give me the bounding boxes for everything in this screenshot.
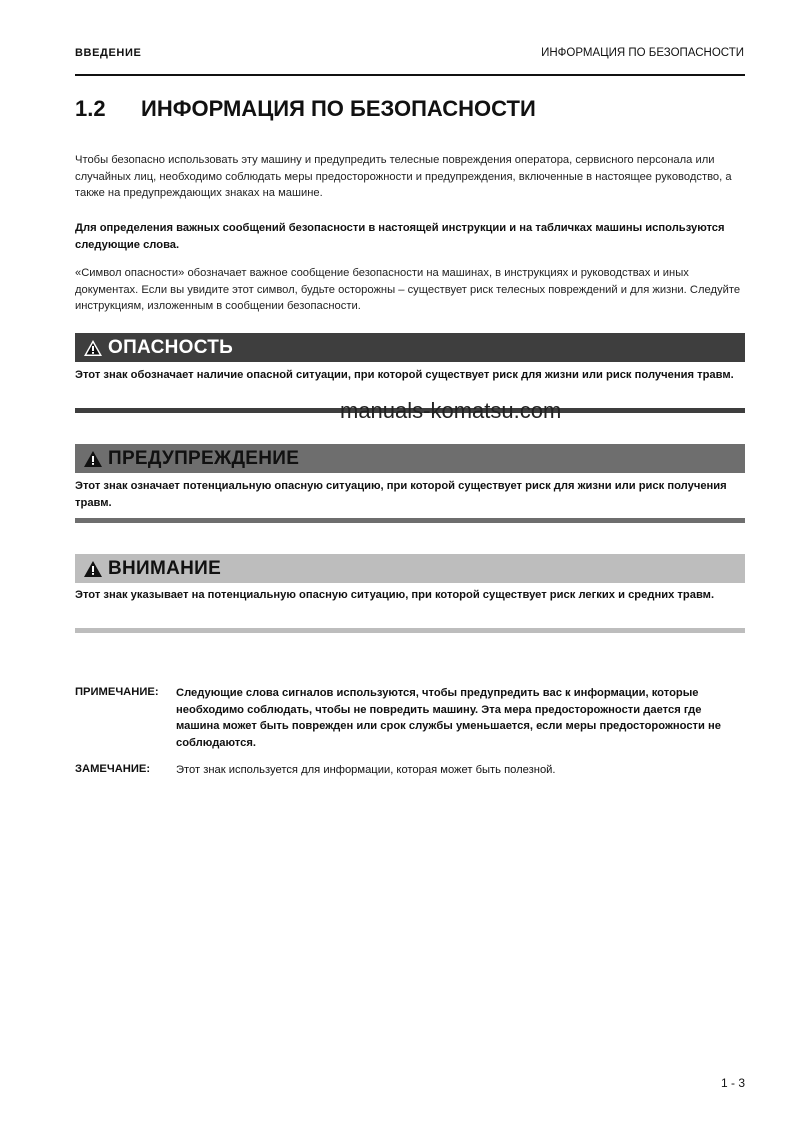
warning-triangle-icon — [83, 450, 103, 468]
warning-label: ПРЕДУПРЕЖДЕНИЕ — [108, 447, 300, 469]
warning-bottom-rule — [75, 518, 745, 523]
danger-label: ОПАСНОСТЬ — [108, 336, 234, 358]
intro-paragraph-3: «Символ опасности» обозначает важное сообщение безопасности на машинах, в инструкциях и руководствах и иных документах. Если вы увидите этот символ, будьте осторожны – существует риск телесных повреждений и для жизни. Следуйте инструкциям, изложенным в сообщении безопасности. — [75, 267, 741, 312]
watermark-text: manuals-komatsu.com — [340, 398, 562, 423]
caution-signal-bar — [75, 554, 745, 583]
section-number: 1.2 — [75, 96, 106, 121]
header-topic: ИНФОРМАЦИЯ ПО БЕЗОПАСНОСТИ — [541, 47, 744, 59]
header-divider — [75, 74, 745, 76]
caution-triangle-icon — [83, 560, 103, 578]
intro-paragraph-1: Чтобы безопасно использовать эту машину и предупредить телесные повреждения оператора, сервисного персонала или случайных лиц, необходимо соблюдать меры предосторожности и предупреждения, включенные в настоящее руководство, а также на предупреждающих знаках на машине. — [75, 154, 732, 199]
danger-description: Этот знак обозначает наличие опасной ситуации, при которой существует риск для жизни или риск получения травм. — [75, 369, 734, 381]
header-section: ВВЕДЕНИЕ — [75, 47, 142, 59]
note-text: Следующие слова сигналов используются, чтобы предупредить вас к информации, которые необходимо соблюдать, чтобы не повредить машину. Эта мера предосторожности дается где машина может быть поврежден или срок службы уменьшается, если меры предосторожности не соблюдаются. — [176, 687, 721, 749]
page-title — [75, 96, 536, 122]
page-number: 1 - 3 — [720, 1076, 745, 1090]
warning-signal-bar — [75, 444, 745, 473]
caution-bottom-rule — [75, 628, 745, 633]
caution-label: ВНИМАНИЕ — [108, 557, 222, 579]
caution-description: Этот знак указывает на потенциальную опасную ситуацию, при которой существует риск легких и средних травм. — [75, 589, 715, 601]
remark-label: ЗАМЕЧАНИЕ: — [75, 763, 151, 775]
danger-signal-bar — [75, 333, 745, 362]
intro-paragraph-2: Для определения важных сообщений безопасности в настоящей инструкции и на табличках машины используются следующие слова. — [75, 222, 725, 251]
warning-description: Этот знак означает потенциальную опасную ситуацию, при которой существует риск для жизни или риск получения травм. — [75, 480, 727, 509]
note-label: ПРИМЕЧАНИЕ: — [75, 686, 159, 698]
section-title: ИНФОРМАЦИЯ ПО БЕЗОПАСНОСТИ — [141, 96, 536, 121]
remark-text: Этот знак используется для информации, которая может быть полезной. — [176, 764, 556, 776]
danger-warning-triangle-icon — [83, 339, 103, 357]
